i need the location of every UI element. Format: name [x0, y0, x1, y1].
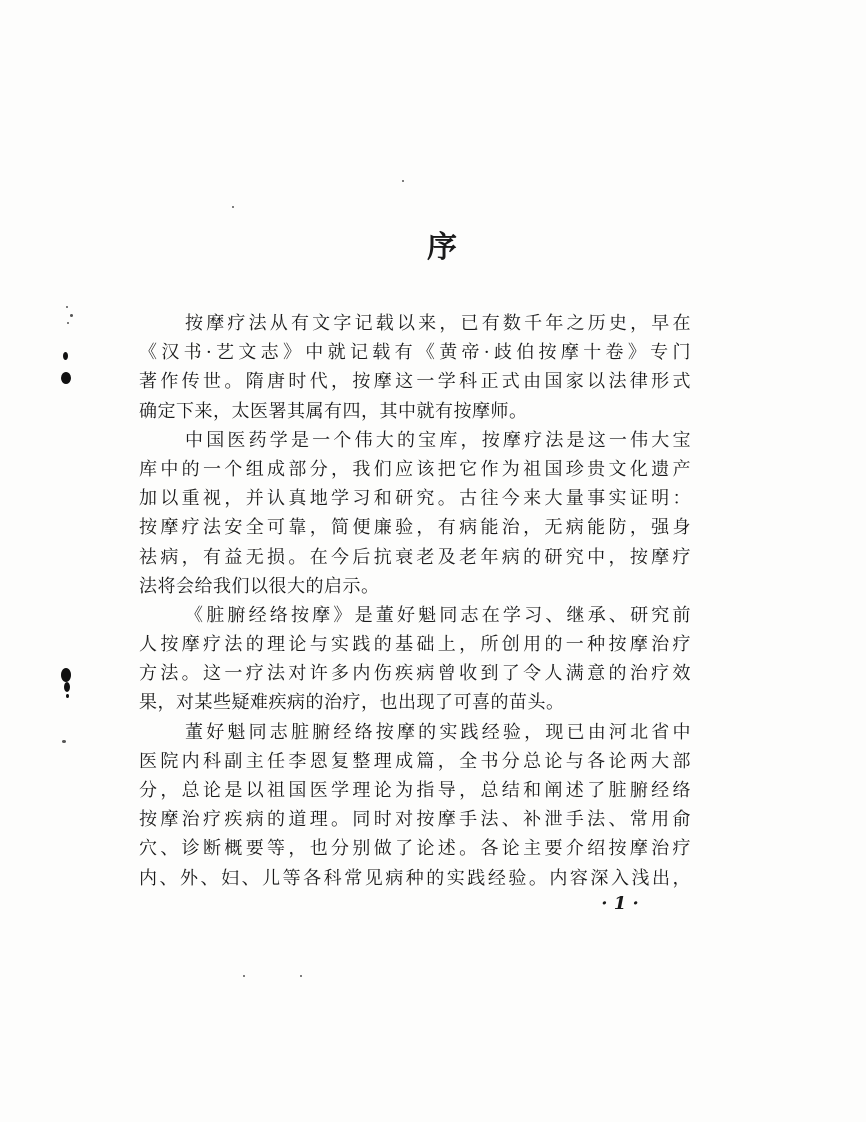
paragraph-4: [139, 718, 691, 893]
text-line: 医院内科副主任李恩复整理成篇，全书分总论与各论两大部: [139, 750, 691, 772]
text-line: 人按摩疗法的理论与实践的基础上，所创用的一种按摩治疗: [139, 634, 691, 656]
text-line: 确定下来，太医署其属有四，其中就有按摩师。: [139, 400, 528, 422]
text-line: 董好魁同志脏腑经络按摩的实践经验，现已由河北省中: [185, 721, 691, 743]
text-line: 《脏腑经络按摩》是董好魁同志在学习、继承、研究前: [185, 604, 691, 626]
text-line: 著作传世。隋唐时代，按摩这一学科正式由国家以法律形式: [139, 371, 691, 393]
text-line: 按摩疗法从有文字记载以来，已有数千年之历史，早在: [185, 313, 691, 334]
text-line: 中国医药学是一个伟大的宝库，按摩疗法是这一伟大宝: [185, 429, 691, 451]
page-number: · 1 ·: [601, 893, 639, 914]
text-line: 穴、诊断概要等，也分别做了论述。各论主要介绍按摩治疗: [139, 838, 691, 860]
text-line: 按摩疗法安全可靠，简便廉验，有病能治，无病能防，强身: [139, 517, 691, 539]
text-line: 果，对某些疑难疾病的治疗，也出现了可喜的苗头。: [139, 692, 565, 714]
text-line: 按摩治疗疾病的道理。同时对按摩手法、补泄手法、常用俞: [139, 809, 691, 831]
paragraph-1: [139, 309, 691, 426]
text-line: 法将会给我们以很大的启示。: [139, 575, 380, 597]
preface-body: [139, 309, 691, 893]
text-line: 方法。这一疗法对许多内伤疾病曾收到了令人满意的治疗效: [139, 663, 691, 685]
paragraph-2: [139, 426, 691, 601]
text-line: 祛病，有益无损。在今后抗衰老及老年病的研究中，按摩疗: [139, 546, 691, 568]
page-title: 序: [427, 230, 459, 265]
text-line: 加以重视，并认真地学习和研究。古往今来大量事实证明：: [139, 488, 691, 510]
text-line: 库中的一个组成部分，我们应该把它作为祖国珍贵文化遗产: [139, 458, 691, 480]
text-line: 内、外、妇、儿等各科常见病种的实践经验。内容深入浅出，: [139, 867, 691, 889]
text-line: 《汉书·艺文志》中就记载有《黄帝·歧伯按摩十卷》专门: [139, 342, 691, 364]
text-line: 分，总论是以祖国医学理论为指导，总结和阐述了脏腑经络: [139, 780, 691, 801]
paragraph-3: [139, 601, 691, 718]
